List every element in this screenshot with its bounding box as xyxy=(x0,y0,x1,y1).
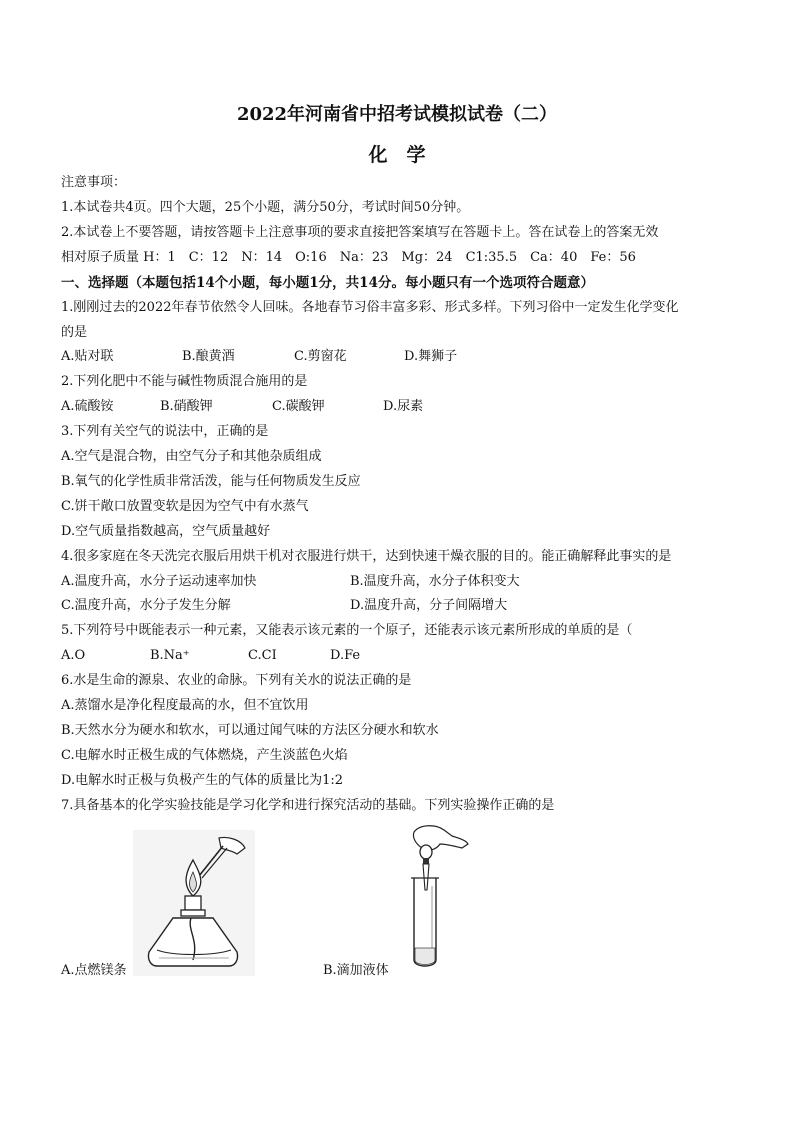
q1-option-a: A.贴对联 xyxy=(61,349,114,364)
q7-option-b: B.滴加液体 xyxy=(323,963,389,978)
q5-option-a: A.O xyxy=(61,648,86,663)
q2-stem: 2.下列化肥中不能与碱性物质混合施用的是 xyxy=(61,374,308,389)
q5-option-c: C.CI xyxy=(248,648,277,663)
notice-heading: 注意事项： xyxy=(61,175,127,190)
q6-stem: 6.水是生命的源泉、农业的命脉。下列有关水的说法正确的是 xyxy=(61,673,412,688)
q5-option-b: B.Na⁺ xyxy=(150,648,190,663)
q2-option-d: D.尿素 xyxy=(383,399,424,414)
q4-option-a: A.温度升高，水分子运动速率加快 xyxy=(61,574,257,589)
q2-option-a: A.硫酸铵 xyxy=(61,399,114,414)
q3-option-b: B.氧气的化学性质非常活泼，能与任何物质发生反应 xyxy=(61,474,361,489)
q5-stem: 5.下列符号中既能表示一种元素，又能表示该元素的一个原子，还能表示该元素所形成的单质的是（ xyxy=(61,623,633,638)
q3-option-d: D.空气质量指数越高，空气质量越好 xyxy=(61,524,271,539)
q4-option-b: B.温度升高，水分子体积变大 xyxy=(350,574,520,589)
section-1-heading: 一、选择题（本题包括14个小题，每小题1分，共14分。每小题只有一个选项符合题意） xyxy=(61,275,594,291)
q1-option-d: D.舞狮子 xyxy=(404,349,458,364)
q5-option-d: D.Fe xyxy=(330,648,361,663)
dropper-test-tube-figure xyxy=(392,822,472,972)
notice-item-1: 1.本试卷共4页。四个大题，25个小题，满分50分，考试时间50分钟。 xyxy=(61,200,470,215)
q4-option-d: D.温度升高，分子间隔增大 xyxy=(350,598,508,613)
q6-option-d: D.电解水时正极与负极产生的气体的质量比为1:2 xyxy=(61,773,344,788)
q1-stem-continued: 的是 xyxy=(61,325,88,340)
q1-stem: 1.刚刚过去的2022年春节依然令人回味。各地春节习俗丰富多彩、形式多样。下列习俗中一定发生化学变化 xyxy=(61,300,679,315)
notice-item-2: 2.本试卷上不要答题，请按答题卡上注意事项的要求直接把答案填写在答题卡上。答在试卷上的答案无效 xyxy=(61,225,659,240)
q7-stem: 7.具备基本的化学实验技能是学习化学和进行探究活动的基础。下列实验操作正确的是 xyxy=(61,798,555,813)
q2-option-b: B.硝酸钾 xyxy=(160,399,213,414)
q3-stem: 3.下列有关空气的说法中，正确的是 xyxy=(61,424,269,439)
q3-option-a: A.空气是混合物，由空气分子和其他杂质组成 xyxy=(61,449,322,464)
q3-option-c: C.饼干敞口放置变软是因为空气中有水蒸气 xyxy=(61,499,309,514)
q6-option-a: A.蒸馏水是净化程度最高的水，但不宜饮用 xyxy=(61,698,309,713)
q1-option-b: B.酿黄酒 xyxy=(182,349,235,364)
q7-option-a: A.点燃镁条 xyxy=(61,963,127,978)
subject-title: 化 学 xyxy=(368,144,426,166)
q1-option-c: C.剪窗花 xyxy=(294,349,347,364)
q2-option-c: C.碳酸钾 xyxy=(272,399,325,414)
atomic-masses: 相对原子质量 H：1 C：12 N：14 O:16 Na：23 Mg：24 C1:35.5 Ca：40 Fe：56 xyxy=(61,250,636,265)
q6-option-b: B.天然水分为硬水和软水，可以通过闻气味的方法区分硬水和软水 xyxy=(61,723,439,738)
q6-option-c: C.电解水时正极生成的气体燃烧，产生淡蓝色火焰 xyxy=(61,748,348,763)
q4-stem: 4.很多家庭在冬天洗完衣服后用烘干机对衣服进行烘干，达到快速干燥衣服的目的。能正确解释此事实的是 xyxy=(61,549,672,564)
exam-title: 2022年河南省中招考试模拟试卷（二） xyxy=(236,104,558,125)
alcohol-lamp-magnesium-figure xyxy=(133,830,255,976)
q4-option-c: C.温度升高，水分子发生分解 xyxy=(61,598,231,613)
